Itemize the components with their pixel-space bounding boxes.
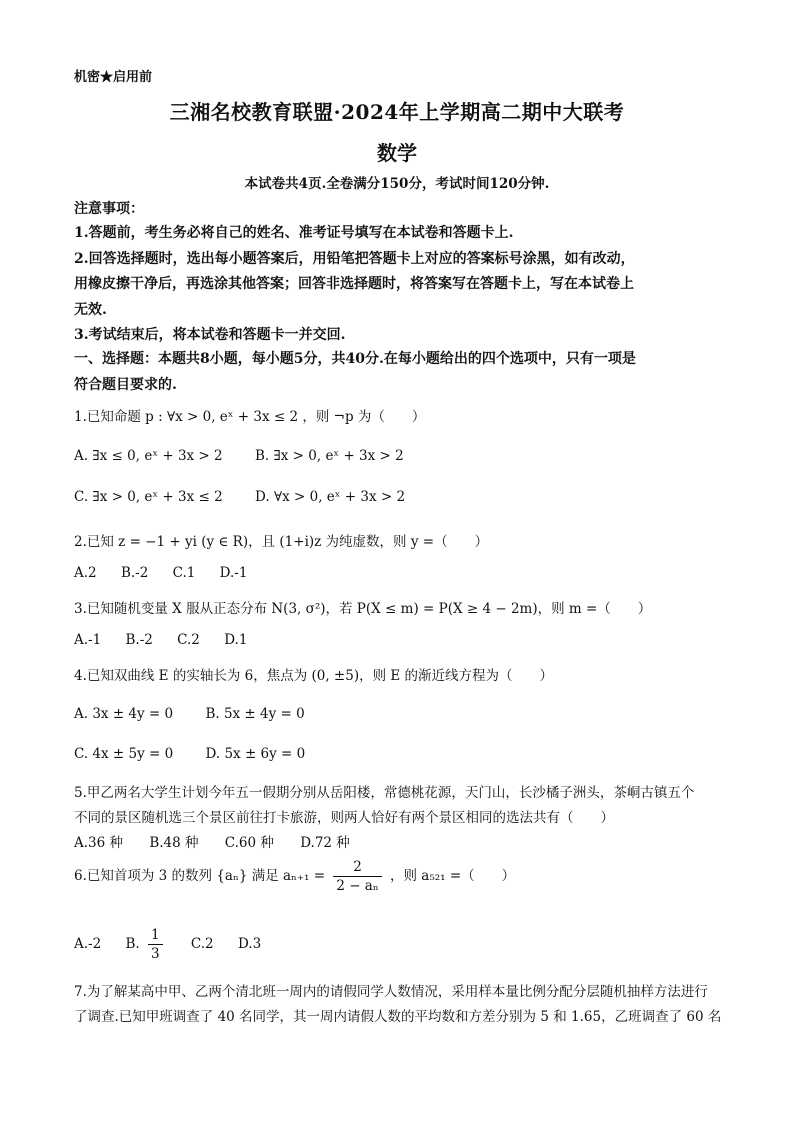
question-6-stem-a: 6.已知首项为 3 的数列 {aₙ} 满足 aₙ₊₁ = [74,868,326,884]
note-item: 3.考试结束后，将本试卷和答题卡一并交回. [74,327,346,343]
question-2-stem: 2.已知 z = −1 + yi (y ∈ R)，且 (1+i)z 为纯虚数，则 y =（ ） [74,534,489,550]
question-4-options-row1 [74,706,333,722]
question-1-stem: 1.已知命题 p : ∀x > 0, eˣ + 3x ≤ 2 ，则 ¬p 为（ ） [74,409,426,425]
option-c[interactable]: C. ∃x > 0, eˣ + 3x ≤ 2 [74,489,223,505]
exam-info: 本试卷共4页.全卷满分150分，考试时间120分钟. [244,176,550,192]
option-d[interactable]: D.-1 [219,565,248,581]
question-5-stem-cont: 不同的景区随机选三个景区前往打卡旅游，则两人恰好有两个景区相同的选法共有（ ） [74,810,614,826]
section-heading-cont: 符合题目要求的. [74,377,177,393]
question-5-options [74,831,372,851]
question-7-stem: 7.为了解某高中甲、乙两个清北班一周内的请假同学人数情况，采用样本量比例分配分层随机抽样方法进行 [74,984,708,1000]
option-c[interactable]: C.60 种 [224,835,274,851]
option-d[interactable]: D.72 种 [300,835,350,851]
fraction-numerator: 2 [333,858,381,877]
subject-title: 数学 [377,141,417,165]
option-b[interactable]: B.-2 [120,565,149,581]
option-b[interactable]: B.48 种 [149,835,199,851]
option-a[interactable]: A.-2 [74,936,102,952]
option-a[interactable]: A.36 种 [74,835,124,851]
note-item: 1.答题前，考生务必将自己的姓名、准考证号填写在本试卷和答题卡上. [74,225,514,241]
option-d[interactable]: D. ∀x > 0, eˣ + 3x > 2 [255,489,406,505]
question-1-options-row1 [74,448,432,464]
question-4-options-row2 [74,746,333,762]
option-b[interactable]: B. 5x ± 4y = 0 [205,706,305,722]
exam-title: 三湘名校教育联盟·2024年上学期高二期中大联考 [169,100,625,124]
option-b[interactable]: B. ∃x > 0, eˣ + 3x > 2 [254,448,404,464]
note-item: 用橡皮擦干净后，再选涂其他答案；回答非选择题时，将答案写在答题卡上，写在本试卷上 [74,276,634,292]
option-c[interactable]: C.1 [172,565,196,581]
notes-heading: 注意事项： [74,201,144,217]
option-d[interactable]: D. 5x ± 6y = 0 [205,746,306,762]
note-item: 2.回答选择题时，选出每小题答案后，用铅笔把答题卡上对应的答案标号涂黑，如有改动， [74,251,635,267]
fraction-denominator: 2 − aₙ [336,878,379,894]
option-b-label: B. [125,936,140,952]
option-b[interactable] [126,926,167,963]
question-5-stem: 5.甲乙两名大学生计划今年五一假期分别从岳阳楼，常德桃花源，天门山，长沙橘子洲头，茶峒古镇五个 [74,785,695,801]
option-a[interactable]: A. ∃x ≤ 0, eˣ + 3x > 2 [74,448,223,464]
question-6-stem-b: ，则 a₅₂₁ =（ ） [390,868,516,884]
option-c[interactable]: C.2 [177,632,200,648]
question-4-stem: 4.已知双曲线 E 的实轴长为 6，焦点为 (0, ±5)，则 E 的渐近线方程为（ ） [74,668,554,684]
question-6-stem [74,858,515,895]
question-3-options [74,632,267,648]
option-c[interactable]: C. 4x ± 5y = 0 [74,746,174,762]
option-d[interactable]: D.3 [237,936,262,952]
note-item: 无效. [74,302,107,318]
section-heading: 一、选择题：本题共8小题，每小题5分，共40分.在每小题给出的四个选项中，只有一项是 [74,351,636,367]
option-b[interactable]: B.-2 [125,632,153,648]
recurrence-fraction [333,858,381,895]
question-2-options [74,565,267,581]
option-a[interactable]: A. 3x ± 4y = 0 [74,706,174,722]
question-6-options [74,926,281,963]
option-a[interactable]: A.2 [74,565,97,581]
fraction-numerator: 1 [148,926,163,945]
fraction-denominator: 3 [151,946,160,962]
question-1-options-row2 [74,489,433,505]
secret-mark: 机密★启用前 [74,70,153,85]
option-c[interactable]: C.2 [190,936,214,952]
option-b-fraction [148,926,163,963]
option-a[interactable]: A.-1 [74,632,102,648]
question-7-stem-cont: 了调查.已知甲班调查了 40 名同学，其一周内请假人数的平均数和方差分别为 5 和 1.65，乙班调查了 60 名 [74,1009,722,1025]
question-3-stem: 3.已知随机变量 X 服从正态分布 N(3, σ²)，若 P(X ≤ m) = P(X ≥ 4 − 2m)，则 m =（ ） [74,601,652,617]
option-d[interactable]: D.1 [224,632,248,648]
